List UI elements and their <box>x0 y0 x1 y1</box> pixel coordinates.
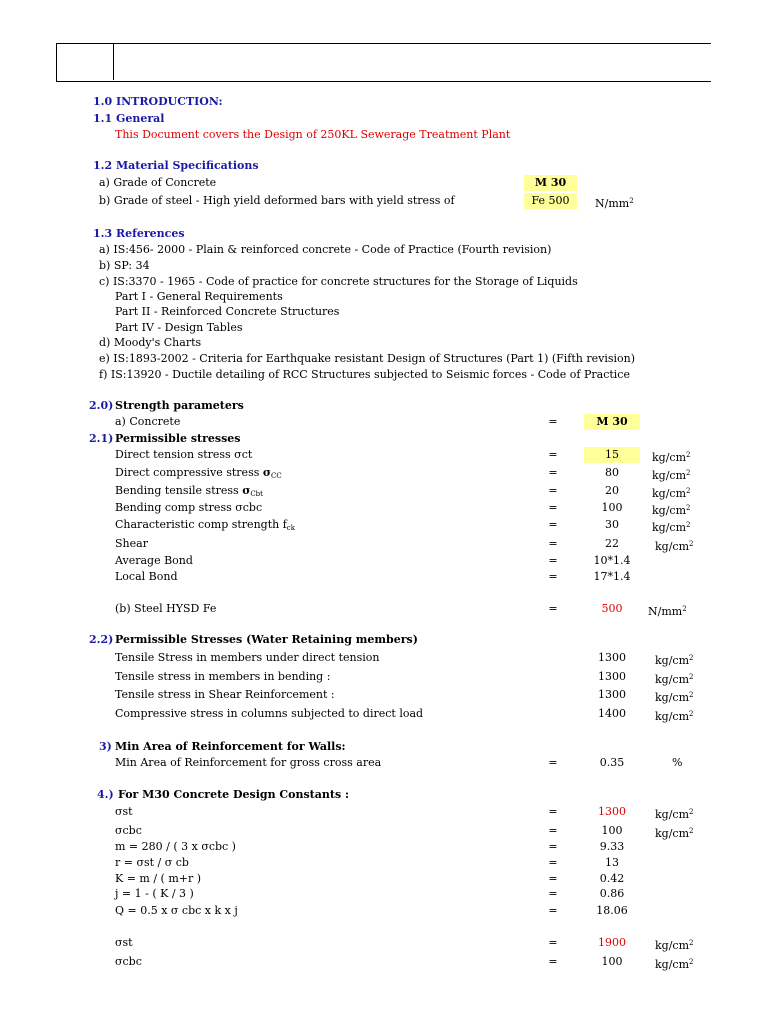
equals-sign: = <box>548 415 558 428</box>
wr-row-label: Compressive stress in columns subjected to direct load <box>115 707 424 720</box>
j-value: 0.86 <box>599 887 625 900</box>
sst-value: 1300 <box>598 805 626 818</box>
r-value: 13 <box>605 856 619 869</box>
equals-sign: = <box>548 805 558 818</box>
equals-sign: = <box>548 824 558 837</box>
equals-sign: = <box>548 448 558 461</box>
equals-sign: = <box>548 872 558 885</box>
permissible-stresses-title: Permissible stresses <box>115 432 241 445</box>
bending-tensile-unit: $kg/cm^2$ <box>652 487 691 500</box>
equals-sign: = <box>548 955 558 968</box>
bending-comp-unit: $kg/cm^2$ <box>652 504 691 517</box>
general-text: This Document covers the Design of 250KL Sewerage Treatment Plant <box>115 128 511 141</box>
wr-row-unit: $kg/cm^2$ <box>655 654 694 667</box>
reference-item: c) IS:3370 - 1965 - Code of practice for concrete structures for the Storage of Liquids <box>99 275 578 288</box>
reference-item: d) Moody's Charts <box>99 336 202 349</box>
avg-bond-label: Average Bond <box>115 554 193 567</box>
m-label: m = 280 / ( 3 x σcbc ) <box>115 840 236 853</box>
section-4-num: 4.) <box>97 788 114 801</box>
k-label: K = m / ( m+r ) <box>115 872 202 885</box>
equals-sign: = <box>548 756 558 769</box>
sst-label: σst <box>115 805 133 818</box>
local-bond-value: 17*1.4 <box>593 570 631 583</box>
direct-comp-unit: $kg/cm^2$ <box>652 469 691 482</box>
min-area-label: Min Area of Reinforcement for gross cross area <box>115 756 382 769</box>
sst2-value: 1900 <box>598 936 626 949</box>
equals-sign: = <box>548 484 558 497</box>
char-strength-unit: $kg/cm^2$ <box>652 521 691 534</box>
header-box-divider <box>113 43 114 80</box>
header-box <box>56 43 711 82</box>
reference-item: b) SP: 34 <box>99 259 150 272</box>
wr-row-unit: $kg/cm^2$ <box>655 710 694 723</box>
equals-sign: = <box>548 537 558 550</box>
strength-parameters-title: Strength parameters <box>115 399 244 412</box>
steel-label: (b) Steel HYSD Fe <box>115 602 217 615</box>
reference-item: e) IS:1893-2002 - Criteria for Earthquake resistant Design of Structures (Part 1) (Fifth revision) <box>99 352 636 365</box>
wr-row-label: Tensile Stress in members under direct tension <box>115 651 380 664</box>
wr-row-label: Tensile stress in members in bending : <box>115 670 331 683</box>
design-constants-title: For M30 Concrete Design Constants : <box>118 788 350 801</box>
direct-tension-value: 15 <box>584 447 640 463</box>
direct-comp-value: 80 <box>605 466 619 479</box>
wr-row-value: 1300 <box>598 651 626 664</box>
scbc2-label: σcbc <box>115 955 142 968</box>
reference-item: Part I - General Requirements <box>115 290 283 303</box>
steel-unit: $N/mm^2$ <box>648 605 687 618</box>
q-label: Q = 0.5 x σ cbc x k x j <box>115 904 238 917</box>
direct-tension-unit: $kg/cm^2$ <box>652 451 691 464</box>
section-3-num: 3) <box>99 740 112 753</box>
scbc2-value: 100 <box>601 955 623 968</box>
scbc-label: σcbc <box>115 824 142 837</box>
grade-concrete-value: M 30 <box>524 175 577 191</box>
sst-unit: $kg/cm^2$ <box>655 808 694 821</box>
references-title: 1.3 References <box>93 227 185 240</box>
q-value: 18.06 <box>596 904 628 917</box>
grade-concrete-label: a) Grade of Concrete <box>99 176 217 189</box>
min-area-title: Min Area of Reinforcement for Walls: <box>115 740 346 753</box>
grade-steel-label: b) Grade of steel - High yield deformed bars with yield stress of <box>99 194 455 207</box>
wr-row-value: 1400 <box>598 707 626 720</box>
avg-bond-value: 10*1.4 <box>593 554 631 567</box>
bending-tensile-value: 20 <box>605 484 619 497</box>
bending-tensile-label: Bending tensile stress $\sigma_{Cbt}$ <box>115 484 263 498</box>
section-22-num: 2.2) <box>89 633 114 646</box>
m-value: 9.33 <box>599 840 625 853</box>
char-strength-label: Characteristic comp strength $f_{ck}$ <box>115 518 295 532</box>
equals-sign: = <box>548 904 558 917</box>
equals-sign: = <box>548 554 558 567</box>
equals-sign: = <box>548 936 558 949</box>
scbc-value: 100 <box>601 824 623 837</box>
equals-sign: = <box>548 518 558 531</box>
k-value: 0.42 <box>599 872 625 885</box>
grade-steel-value: Fe 500 <box>524 193 577 209</box>
char-strength-value: 30 <box>605 518 619 531</box>
equals-sign: = <box>548 887 558 900</box>
shear-value: 22 <box>605 537 619 550</box>
local-bond-label: Local Bond <box>115 570 178 583</box>
direct-tension-label: Direct tension stress σct <box>115 448 253 461</box>
section-1-heading: 1.0 INTRODUCTION: <box>93 95 223 108</box>
equals-sign: = <box>548 570 558 583</box>
steel-value: 500 <box>601 602 623 615</box>
wr-row-value: 1300 <box>598 688 626 701</box>
shear-unit: $kg/cm^2$ <box>655 540 694 553</box>
equals-sign: = <box>548 602 558 615</box>
min-area-value: 0.35 <box>599 756 625 769</box>
equals-sign: = <box>548 856 558 869</box>
scbc2-unit: $kg/cm^2$ <box>655 958 694 971</box>
concrete-label: a) Concrete <box>115 415 181 428</box>
min-area-unit: % <box>672 756 683 769</box>
wr-row-unit: $kg/cm^2$ <box>655 691 694 704</box>
general-title: 1.1 General <box>93 112 165 125</box>
section-21-num: 2.1) <box>89 432 114 445</box>
concrete-value: M 30 <box>584 414 640 430</box>
shear-label: Shear <box>115 537 148 550</box>
r-label: r = σst / σ cb <box>115 856 189 869</box>
wr-row-unit: $kg/cm^2$ <box>655 673 694 686</box>
equals-sign: = <box>548 840 558 853</box>
bending-comp-value: 100 <box>601 501 623 514</box>
wr-row-label: Tensile stress in Shear Reinforcement : <box>115 688 335 701</box>
scbc-unit: $kg/cm^2$ <box>655 827 694 840</box>
equals-sign: = <box>548 501 558 514</box>
section-2-num: 2.0) <box>89 399 114 412</box>
reference-item: Part IV - Design Tables <box>115 321 243 334</box>
water-retaining-title: Permissible Stresses (Water Retaining members) <box>115 633 418 646</box>
material-spec-title: 1.2 Material Specifications <box>93 159 259 172</box>
grade-steel-unit: $N/mm^2$ <box>595 197 634 210</box>
wr-row-value: 1300 <box>598 670 626 683</box>
direct-comp-label: Direct compressive stress $\sigma_{CC}$ <box>115 466 282 480</box>
reference-item: Part II - Reinforced Concrete Structures <box>115 305 340 318</box>
sst2-label: σst <box>115 936 133 949</box>
reference-item: a) IS:456- 2000 - Plain & reinforced concrete - Code of Practice (Fourth revision) <box>99 243 552 256</box>
reference-item: f) IS:13920 - Ductile detailing of RCC Structures subjected to Seismic forces - Code of Practice <box>99 368 630 381</box>
equals-sign: = <box>548 466 558 479</box>
bending-comp-label: Bending comp stress σcbc <box>115 501 263 514</box>
j-label: j = 1 - ( K / 3 ) <box>115 887 194 900</box>
sst2-unit: $kg/cm^2$ <box>655 939 694 952</box>
